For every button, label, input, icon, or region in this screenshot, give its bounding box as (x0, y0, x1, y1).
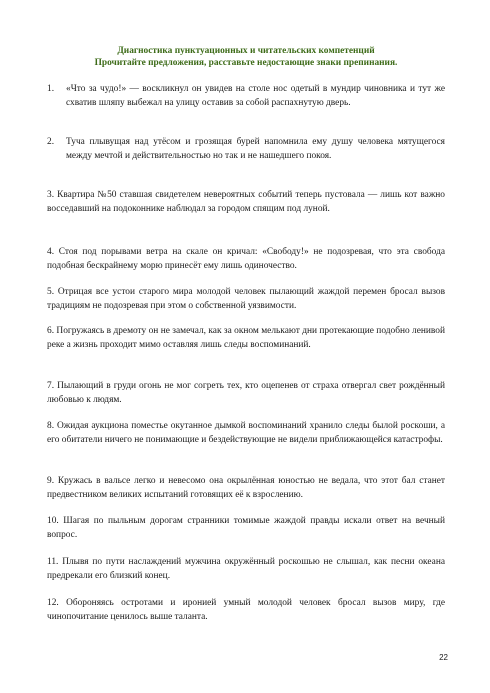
sentence-item (47, 246, 445, 273)
sentence-number: 12. (47, 598, 59, 608)
sentence-number: 8. (47, 421, 55, 431)
sentence-text: «Что за чудо!» — воскликнул он увидев на столе нос одетый в мундир чиновника и тут же схватив шляпу выбежал на улицу оставив за собой распахнутую дверь. (66, 84, 445, 108)
page-title: Диагностика пунктуационных и читательских компетенций (117, 46, 375, 56)
sentence-item (47, 286, 445, 313)
sentence-text: Пылающий в груди огонь не мог согреть тех, кто оцепенев от страха отвергал свет рождённый любовью к людям. (47, 381, 445, 405)
sentence-text: Квартира №50 ставшая свидетелем невероятных событий теперь пустовала — лишь кот важно восседавший на подоконнике наблюдал за городом спящим под луной. (47, 190, 445, 214)
sentence-text: Плывя по пути наслаждений мужчина окружённый роскошью не слышал, как песни океана предрекали его близкий конец. (47, 557, 445, 581)
sentence-item (47, 597, 445, 624)
sentence-number: 2. (47, 137, 55, 147)
sentence-number: 10. (47, 516, 59, 526)
sentence-number: 4. (47, 247, 55, 257)
sentence-number: 6. (47, 326, 55, 336)
sentence-number: 1. (47, 84, 55, 94)
sentence-text: Ожидая аукциона поместье окутанное дымкой воспоминаний хранило следы былой роскоши, а его обитатели ничего не понимающие и бездействующие не видели приближающейся катастрофы. (47, 421, 446, 445)
sentence-item (47, 325, 445, 352)
sentence-text: Шагая по пыльным дорогам странники томимые жаждой правды искали ответ на вечный вопрос. (47, 516, 446, 540)
sentence-number: 5. (47, 287, 55, 297)
sentence-item (47, 420, 445, 447)
sentence-item (47, 556, 445, 583)
sentence-text: Отрицая все устои старого мира молодой человек пылающий жаждой перемен бросал вызов традициям не подозревая при этом о собственной уязвимости. (47, 287, 445, 311)
page-number: 22 (439, 653, 448, 662)
instruction: Прочитайте предложения, расставьте недостающие знаки препинания. (94, 58, 398, 68)
sentence-item (47, 136, 445, 163)
sentence-number: 11. (47, 557, 59, 567)
sentence-item (47, 189, 445, 216)
sentence-number: 7. (47, 381, 55, 391)
sentence-number: 9. (47, 476, 55, 486)
sentence-item (47, 475, 445, 502)
sentence-text: Погружаясь в дремоту он не замечал, как за окном мелькают дни протекающие подобно ленивой реке а жизнь проходит мимо оставляя лишь следы воспоминаний. (47, 326, 445, 350)
sentence-item (47, 515, 445, 542)
sentence-item (47, 83, 445, 110)
sentence-text: Туча плывущая над утёсом и грозящая бурей напомнила ему душу человека мятущегося между мечтой и действительностью но так и не нашедшего покоя. (66, 137, 445, 161)
sentence-text: Стоя под порывами ветра на скале он кричал: «Свободу!» не подозревая, что эта свобода подобная бескрайнему морю принесёт ему лишь одиночество. (47, 247, 445, 271)
sentence-text: Обороняясь остротами и иронией умный молодой человек бросал вызов миру, где чинопочитание ценилось выше таланта. (47, 598, 446, 622)
sentence-number: 3. (47, 190, 55, 200)
sentence-item (47, 380, 445, 407)
sentence-text: Кружась в вальсе легко и невесомо она окрылённая юностью не ведала, что этот бал станет предвестником великих испытаний готовящих её к взрослению. (47, 476, 446, 500)
